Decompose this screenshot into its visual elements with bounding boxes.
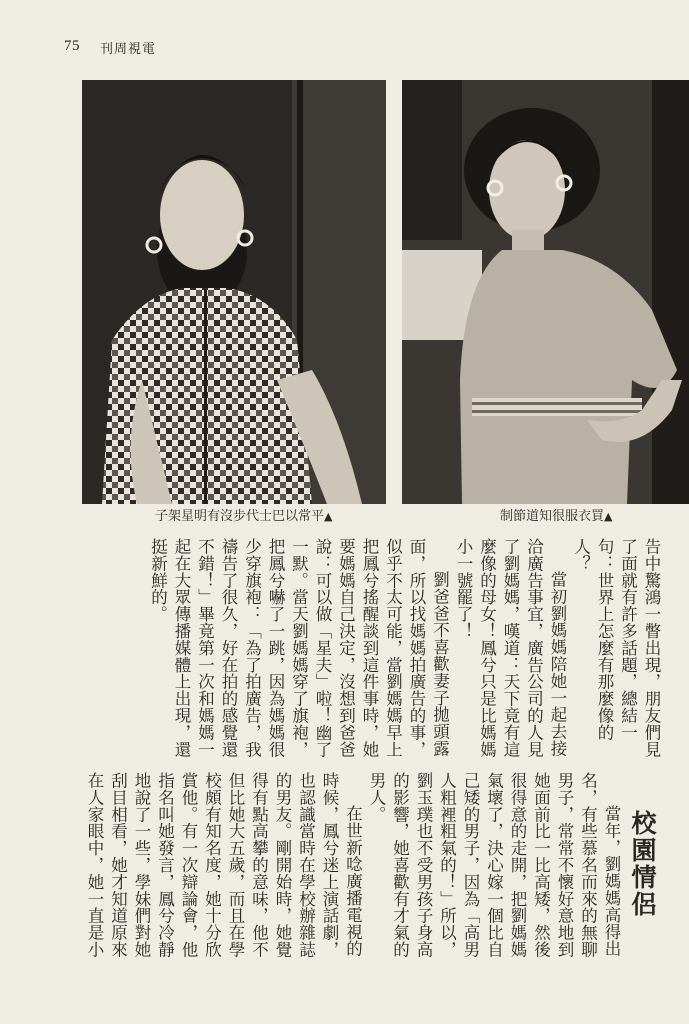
article-paragraph: 在世新唸廣播電視的時候，鳳兮迷上演話劇，也認識當時在學校辦雜誌的男友。剛開始時，她覺得有點高攀的意味，他不但比她大五歲，而且在學校頗有知名度，她十分欣賞他。有一次辯論會，他指名叫她發言，鳳兮冷靜地說了一些，學妹們對她刮目相看，她才知道原來在人家眼中，她一直是小 — [85, 772, 363, 958]
article-top-block — [59, 538, 663, 770]
article-paragraph: 劉爸爸不喜歡妻子拋頭露面，所以找媽媽拍廣告的事，似乎不太可能，當劉媽媽早上把鳳兮搖醒談到這件事時，她要媽媽自己決定，沒想到爸爸說：可以做「星夫」啦！幽了一默。當天劉媽媽穿了旗袍，把鳳兮嚇了一跳，因為媽媽很少穿旗袍：「為了拍廣告，我禱告了很久，好在拍的感覺還不錯！」畢竟第一次和媽媽一起在大眾傳播媒體上出現，還挺新鮮的。 — [148, 538, 450, 758]
triangle-marker-icon: ▲ — [604, 510, 613, 523]
article-paragraph: 告中驚鴻一瞥出現，朋友們見了面就有許多話題，總結一句：世界上怎麼有那麼像的人？ — [571, 538, 661, 758]
photo-caption-right — [500, 505, 612, 524]
caption-text: 制節道知很服衣買 — [500, 509, 605, 524]
article-paragraph: 當年，劉媽媽高得出名，有些慕名而來的無聊男子，常常不懷好意地到她面前比一比高矮，然後很得意的走開，把劉媽媽氣壞了，決心嫁一個比自己矮的男子，因為「高男人粗裡粗氣的！」所以，劉玉璞也不受男孩子身高的影響，她喜歡有才氣的男人。 — [367, 772, 621, 958]
magazine-name: 刊周視電 — [100, 42, 157, 57]
article-paragraph: 當初劉媽媽陪她一起去接洽廣告事宜，廣告公司的人見了劉媽媽，嘆道：天下竟有這麼像的母女！鳳兮只是比媽媽小一號罷了！ — [454, 538, 567, 758]
photo-caption-left — [155, 505, 332, 524]
article-bottom-block — [59, 772, 623, 960]
caption-text: 子架星明有沒步代士巴以常平 — [155, 509, 325, 524]
page-number: 75 — [64, 38, 80, 54]
photo-checkered-dress — [82, 80, 386, 504]
section-heading: 校園情侶 — [628, 810, 657, 918]
triangle-marker-icon: ▲ — [324, 510, 333, 523]
photo-light-dress — [402, 80, 689, 504]
